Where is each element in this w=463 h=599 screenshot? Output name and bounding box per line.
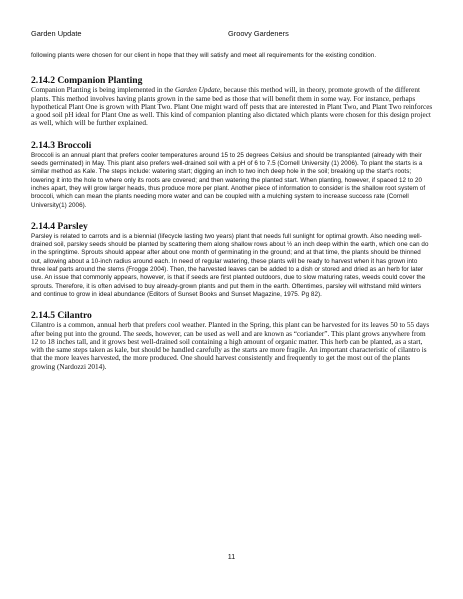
page-number: 11 xyxy=(227,552,236,561)
companion-text-start: Companion Planting is being implemented in the xyxy=(31,86,175,95)
companion-planting-heading: 2.14.2 Companion Planting xyxy=(31,75,143,87)
cilantro-paragraph: Cilantro is a common, annual herb that prefers cool weather. Planted in the Spring, this plant can be harvested for its leaves 50 to 55 days after being put into the ground. The seeds, however, can be used as well and are known as “coriander”. This plant grows anywhere from 12 to 18 inches tall, and it grows best well-drained soil containing a high amount of organic matter. This herb can be planted, as a start, with the same steps taken as kale, but should be handled carefully as the starts are more fragile. An important characteristic of cilantro is that the more leaves harvested, the more produced. One should harvest consistently and frequently to get the most out of the plants growing (Nardozzi 2014). xyxy=(31,321,430,371)
header-title: Garden Update xyxy=(31,29,82,38)
broccoli-paragraph: Broccoli is an annual plant that prefers cooler temperatures around 15 to 25 degrees Celsius and should be transplanted (already with their seeds germinated) in May. This plant also prefers well-drained soil with a pH of 6 to 7.5 (Cornell University (1) 2006). To plant the starts is a similar method as Kale. The steps include: watering start; digging an inch to two inch deep hole in the soil; breaking up the start's roots; lowering it into the hole to where only its roots are covered; and then watering the planted start. When planting, however, if spaced 12 to 20 inches apart, they will grow larger heads, thus produce more per plant. Another piece of information to consider is the shallow root system of broccoli, which can mean the plants needing more water and can be coupled with a mulching system to increase success rate (Cornell University(1) 2006). xyxy=(31,151,426,209)
parsley-paragraph: Parsley is related to carrots and is a biennial (lifecycle lasting two years) plant that needs full sunlight for optimal growth. Also needing well-drained soil, parsley seeds should be planted by scattering them along shallow rows about ½ an inch deep within the earth, which one can do in the springtime. Sprouts should appear after about one month of germinating in the ground; and at that time, the plants should be thinned out, allowing about a 10-inch radius around each. In need of regular watering, these plants will be ready to harvest when it has grown into three leaf parts around the stems (Frogge 2004). Then, the harvested leaves can be added to a dish or stored and dried as an herb for later use. An issue that commonly appears, however, is that if seeds are first planted outdoors, due to slow maturing rates, weeds could cover the sprouts. Therefore, it is often advised to buy already-grown plants and put them in the earth. Oftentimes, parsley will withstand mild winters and continue to grow in ideal abundance (Editors of Sunset Books and Sunset Magazine, 1975. Pg 82). xyxy=(31,232,429,298)
cilantro-heading: 2.14.5 Cilantro xyxy=(31,310,92,322)
header-team: Groovy Gardeners xyxy=(228,29,289,38)
broccoli-heading: 2.14.3 Broccoli xyxy=(31,139,92,151)
companion-text-end: , because this method will, in theory, promote growth of the different plants. This method involves having plants grown in the same bed as those that will benefit them in some way. For instance, perhaps hypothetical Plant One is grown with Plant Two. Plant One might ward off pests that are interested in Plant Two, and Plant Two reinforces a good soil pH ideal for Plant One as well. This kind of companion planting also dictated which plants were chosen for this design project as well, which will be further explained. xyxy=(31,86,433,128)
companion-planting-paragraph xyxy=(31,86,433,127)
page-header xyxy=(0,29,463,39)
garden-update-emphasis: Garden Update xyxy=(174,86,221,95)
parsley-heading: 2.14.4 Parsley xyxy=(31,220,88,232)
intro-paragraph: following plants were chosen for our client in hope that they will satisfy and meet all requirements for the existing condition. xyxy=(31,52,377,59)
document-body xyxy=(31,52,433,371)
